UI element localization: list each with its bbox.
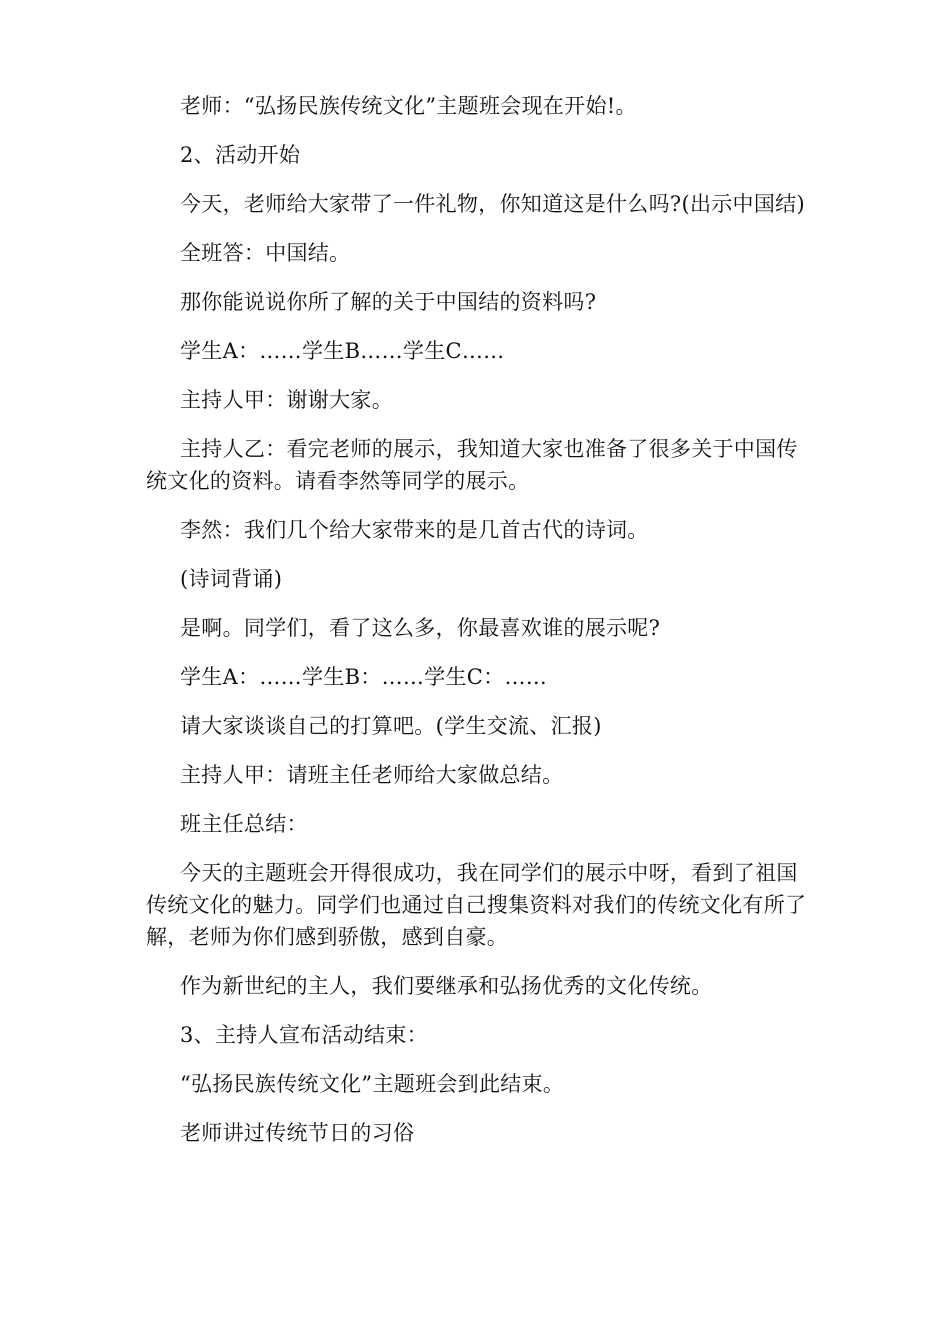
paragraph-question: 那你能说说你所了解的关于中国结的资料吗? <box>180 290 597 314</box>
paragraph-plans: 请大家谈谈自己的打算吧。(学生交流、汇报) <box>180 714 602 738</box>
paragraph-teacher-summary-heading: 班主任总结： <box>180 812 308 836</box>
paragraph-teacher-summary: 今天的主题班会开得很成功，我在同学们的展示中呀，看到了祖国传统文化的魅力。同学们也通过自己搜集资料对我们的传统文化有所了解，老师为你们感到骄傲，感到自豪。 <box>146 861 807 949</box>
paragraph-host-b: 主持人乙：看完老师的展示，我知道大家也准备了很多关于中国传统文化的资料。请看李然等同学的展示。 <box>146 437 798 493</box>
section-heading-activity-end: 3、主持人宣布活动结束： <box>180 1023 428 1047</box>
paragraph-closing: “弘扬民族传统文化”主题班会到此结束。 <box>180 1072 565 1096</box>
document-body <box>146 90 814 1166</box>
paragraph-host-a-summary: 主持人甲：请班主任老师给大家做总结。 <box>180 763 564 787</box>
paragraph-host-a-thanks: 主持人甲：谢谢大家。 <box>180 388 393 412</box>
paragraph-poem-recital: (诗词背诵) <box>180 567 283 591</box>
paragraph-favorite: 是啊。同学们，看了这么多，你最喜欢谁的展示呢? <box>180 616 661 640</box>
paragraph-festival-customs: 老师讲过传统节日的习俗 <box>180 1121 415 1145</box>
paragraph-students-2: 学生A：……学生B：……学生C：…… <box>180 665 548 689</box>
paragraph-opening: 老师：“弘扬民族传统文化”主题班会现在开始!。 <box>180 94 637 118</box>
paragraph-class-answer: 全班答：中国结。 <box>180 241 351 265</box>
paragraph-gift: 今天，老师给大家带了一件礼物，你知道这是什么吗?(出示中国结) <box>180 192 805 216</box>
paragraph-students-1: 学生A：……学生B……学生C…… <box>180 339 505 363</box>
section-heading-activity-start: 2、活动开始 <box>180 143 301 167</box>
paragraph-liran: 李然：我们几个给大家带来的是几首古代的诗词。 <box>180 518 649 542</box>
paragraph-inherit: 作为新世纪的主人，我们要继承和弘扬优秀的文化传统。 <box>180 974 713 998</box>
